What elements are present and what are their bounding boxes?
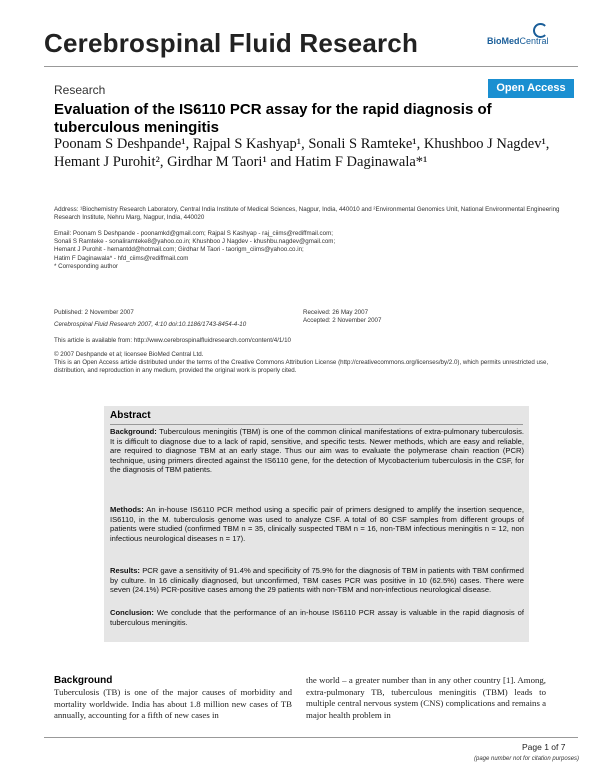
publisher-logo-text: Central: [519, 36, 549, 46]
footer-divider: [44, 737, 578, 738]
methods-label: Methods:: [110, 505, 144, 514]
email-line[interactable]: Hatim F Daginawala* - hfd_ciims@rediffmail.com: [54, 254, 189, 262]
background-label: Background:: [110, 427, 157, 436]
methods-text: An in-house IS6110 PCR method using a specific pair of primers designed to amplify the insertion sequence, IS6110, in the M. tuberculosis genome was used to analyze CSF. A total of 80 CSF samples from different groups of patients were studied (confirmed TBM n = 35, clinically suspected TBM n = 16, non-TBM infectious meningitis n = 12, non infectious neurological diseases n = 17).: [110, 505, 524, 543]
author-emails: [54, 230, 574, 271]
publication-info: [54, 309, 314, 329]
results-text: PCR gave a sensitivity of 91.4% and specificity of 75.9% for the diagnosis of TBM in patients with TBM confirmed by culture. In 16 clinically diagnosed, but unconfirmed, TBM cases PCR was positive in 10 (62.5%) cases. There were seven (24.1%) PCR-positive cases among the 29 patients with non-TBM and non-infectious neurological disease.: [110, 566, 524, 594]
conclusion-label: Conclusion:: [110, 608, 154, 617]
body-section-heading: Background: [54, 675, 113, 686]
author-list: Poonam S Deshpande¹, Rajpal S Kashyap¹, Sonali S Ramteke¹, Khushboo J Nagdev¹, Hemant J Purohit², Girdhar M Taori¹ and Hatim F Daginawala*¹: [54, 136, 550, 170]
paper-title: Evaluation of the IS6110 PCR assay for the rapid diagnosis of tuberculous meningitis: [54, 101, 492, 136]
email-line[interactable]: Hemant J Purohit - hemantdd@hotmail.com; Girdhar M Taori - taorigm_ciims@yahoo.co.in;: [54, 246, 304, 254]
header-divider: [44, 66, 578, 67]
copyright-line: © 2007 Deshpande et al; licensee BioMed Central Ltd.: [54, 351, 204, 358]
corresponding-note: * Corresponding author: [54, 262, 118, 270]
publisher-logo[interactable]: [487, 36, 549, 46]
logo-ring-icon: [533, 23, 548, 38]
conclusion-text: We conclude that the performance of an in-house IS6110 PCR assay is valuable in the rapid diagnosis of tuberculous meningitis.: [110, 608, 524, 627]
abstract-conclusion: [110, 608, 524, 627]
results-label: Results:: [110, 566, 140, 575]
background-text: Tuberculous meningitis (TBM) is one of the common clinical manifestations of extra-pulmonary tuberculosis. It is difficult to diagnose due to a lack of rapid, sensitive, and specific tests. Newer methods, which are easy and reliable, are required to diagnose TBM at an early stage. Thus our aim was to evaluate the polymerase chain reaction (PCR) technique, using primers directed against the IS6110 gene, for the detection of Mycobacterium tuberculosis in the CSF, for the diagnosis of TBM patients.: [110, 427, 524, 474]
copyright-block: [54, 351, 579, 376]
abstract-methods: [110, 505, 524, 543]
publisher-logo-bold: BioMed: [487, 36, 520, 46]
journal-title: Cerebrospinal Fluid Research: [44, 28, 419, 58]
body-column-left: Tuberculosis (TB) is one of the major causes of morbidity and mortality worldwide. India has about 1.8 million new cases of TB annually, accounting for a fifth of new cases in: [54, 687, 292, 720]
abstract-heading: Abstract: [110, 410, 151, 421]
abstract-results: [110, 566, 524, 595]
citation-line: Cerebrospinal Fluid Research 2007, 4:10 doi:10.1186/1743-8454-4-10: [54, 321, 247, 329]
abstract-box: [104, 406, 529, 642]
email-line[interactable]: Email: Poonam S Deshpande - poonamkd@gmail.com; Rajpal S Kashyap - raj_ciims@rediffmail.com;: [54, 230, 333, 237]
abstract-background: [110, 427, 524, 475]
abstract-divider: [110, 424, 523, 425]
author-address: Address: ¹Biochemistry Research Laboratory, Central India Institute of Medical Sciences, Nagpur, India, 440010 and ²Environmental Genomics Unit, National Environmental Engineering Research Institute, Nehru Marg, Nagpur, India, 440020: [54, 206, 560, 222]
email-line[interactable]: Sonali S Ramteke - sonaliramteke8@yahoo.co.in; Khushboo J Nagdev - khushbu.nagdev@gmail.com;: [54, 238, 336, 246]
page-number: Page 1 of 7: [522, 742, 566, 752]
open-access-badge[interactable]: Open Access: [488, 79, 574, 98]
section-label: Research: [54, 83, 106, 97]
license-text: This is an Open Access article distributed under the terms of the Creative Commons Attribution License (http://creativecommons.org/licenses/by/2.0), which permits unrestricted use, distribution, and reproduction in any medium, provided the original work is properly cited.: [54, 359, 549, 375]
review-dates: [303, 309, 553, 325]
published-date: Published: 2 November 2007: [54, 309, 134, 316]
received-date: Received: 26 May 2007: [303, 309, 369, 316]
accepted-date: Accepted: 2 November 2007: [303, 317, 382, 325]
body-column-right: the world – a greater number than in any other country [1]. Among, extra-pulmonary TB, tuberculous meningitis (TBM) leads to multiple central nervous system (CNS) complications and remains a major health problem in: [306, 675, 546, 720]
page-number-note: (page number not for citation purposes): [474, 756, 580, 762]
article-url[interactable]: This article is available from: http://www.cerebrospinalfluidresearch.com/content/4/1/10: [54, 337, 291, 344]
